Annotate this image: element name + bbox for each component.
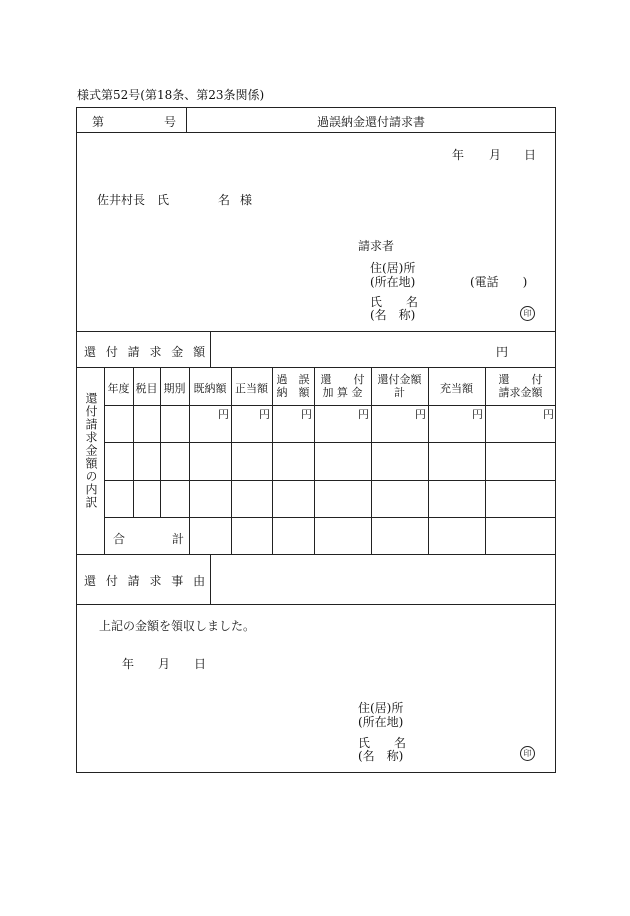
col-header: 正当額 bbox=[235, 382, 268, 395]
receipt-text: 上記の金額を領収しました。 bbox=[99, 619, 256, 633]
col-header: 過 誤 納 額 bbox=[276, 373, 310, 399]
receipt-address-alt: (所在地) bbox=[358, 715, 404, 729]
col-header: 期別 bbox=[163, 382, 186, 395]
col-header: 還 付 請求金額 bbox=[498, 373, 543, 399]
divider bbox=[76, 367, 556, 368]
number-suffix: 号 bbox=[164, 115, 177, 129]
divider bbox=[76, 132, 556, 133]
unit-mark: 円 bbox=[218, 408, 229, 421]
amount-label: 還 付 請 求 金 額 bbox=[84, 345, 209, 359]
receipt-year: 年 bbox=[122, 657, 135, 671]
seal-icon: 印 bbox=[520, 746, 535, 761]
form-frame bbox=[76, 107, 556, 773]
receipt-name: 氏 名 bbox=[358, 736, 407, 750]
requester-phone: (電話 ) bbox=[470, 275, 528, 289]
requester-label: 請求者 bbox=[358, 239, 395, 253]
breakdown-side-label: 還付請求金額の内訳 bbox=[84, 392, 98, 509]
unit-mark: 円 bbox=[415, 408, 426, 421]
unit-mark: 円 bbox=[358, 408, 369, 421]
col-header: 還 付 加 算 金 bbox=[320, 373, 365, 399]
addressee-mei: 名 bbox=[218, 193, 231, 207]
divider bbox=[104, 480, 556, 481]
unit-mark: 円 bbox=[472, 408, 483, 421]
addressee-sama: 様 bbox=[240, 193, 253, 207]
divider bbox=[210, 554, 211, 604]
date-day: 日 bbox=[524, 148, 537, 162]
requester-address: 住(居)所 bbox=[370, 261, 416, 275]
total-label-b: 計 bbox=[172, 532, 185, 546]
divider bbox=[104, 517, 556, 518]
col-header: 年度 bbox=[107, 382, 130, 395]
divider bbox=[76, 331, 556, 332]
col-header: 税目 bbox=[135, 382, 158, 395]
requester-name-alt: (名 称) bbox=[370, 308, 416, 322]
number-prefix: 第 bbox=[92, 115, 105, 129]
unit-mark: 円 bbox=[301, 408, 312, 421]
receipt-name-alt: (名 称) bbox=[358, 749, 404, 763]
receipt-day: 日 bbox=[194, 657, 207, 671]
receipt-address: 住(居)所 bbox=[358, 701, 404, 715]
col-header: 還付金額 計 bbox=[377, 373, 422, 399]
addressee-org: 佐井村長 bbox=[97, 193, 146, 207]
total-label-a: 合 bbox=[113, 532, 126, 546]
requester-address-alt: (所在地) bbox=[370, 275, 416, 289]
col-header: 既納額 bbox=[193, 382, 227, 395]
divider bbox=[76, 604, 556, 605]
divider bbox=[210, 331, 211, 367]
seal-icon: 印 bbox=[520, 306, 535, 321]
receipt-month: 月 bbox=[158, 657, 171, 671]
unit-mark: 円 bbox=[543, 408, 554, 421]
requester-name: 氏 名 bbox=[370, 295, 419, 309]
addressee-shi: 氏 bbox=[157, 193, 170, 207]
date-month: 月 bbox=[489, 148, 502, 162]
amount-unit: 円 bbox=[496, 345, 509, 359]
unit-mark: 円 bbox=[259, 408, 270, 421]
date-year: 年 bbox=[452, 148, 465, 162]
divider bbox=[76, 554, 556, 555]
reason-label: 還 付 請 求 事 由 bbox=[84, 574, 209, 588]
divider bbox=[104, 442, 556, 443]
form-title: 過誤納金還付請求書 bbox=[316, 115, 425, 129]
col-header: 充当額 bbox=[440, 382, 473, 395]
form-label: 様式第52号(第18条、第23条関係) bbox=[77, 88, 265, 102]
